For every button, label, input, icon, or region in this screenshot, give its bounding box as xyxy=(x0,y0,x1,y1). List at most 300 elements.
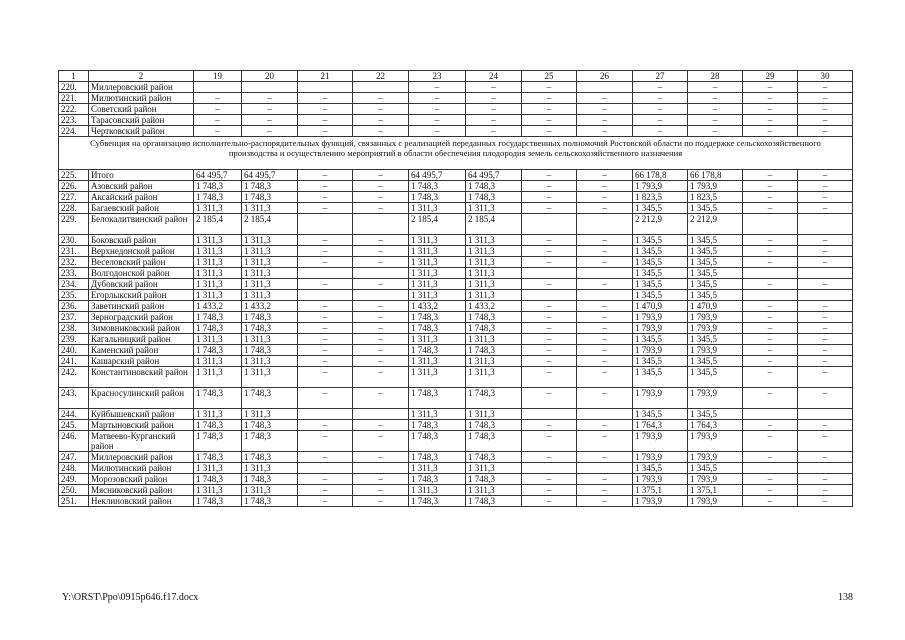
value-cell: – xyxy=(743,257,798,268)
value-cell: – xyxy=(743,323,798,334)
table-row xyxy=(59,82,853,93)
district-name: Егорлыкский район xyxy=(89,290,194,301)
row-number: 238. xyxy=(59,323,89,334)
value-cell: – xyxy=(522,279,577,290)
value-cell: – xyxy=(522,420,577,431)
table-row xyxy=(59,181,853,192)
value-cell: 1 764,3 xyxy=(633,420,688,431)
value-cell: 1 375,1 xyxy=(688,485,743,496)
value-cell: 2 212,9 xyxy=(633,214,688,235)
district-name: Мясниковский район xyxy=(89,485,194,496)
table-row xyxy=(59,452,853,463)
value-cell xyxy=(353,82,409,93)
value-cell: 1 345,5 xyxy=(688,246,743,257)
value-cell: 1 311,3 xyxy=(194,257,242,268)
row-number: 245. xyxy=(59,420,89,431)
value-cell: 1 748,3 xyxy=(194,474,242,485)
value-cell: 1 748,3 xyxy=(466,323,522,334)
value-cell: 1 311,3 xyxy=(242,463,298,474)
value-cell: 1 748,3 xyxy=(242,192,298,203)
row-number: 249. xyxy=(59,474,89,485)
value-cell: 1 433,2 xyxy=(466,301,522,312)
value-cell: 1 345,5 xyxy=(633,279,688,290)
value-cell xyxy=(298,463,353,474)
value-cell: 1 748,3 xyxy=(194,452,242,463)
table-row xyxy=(59,474,853,485)
value-cell: – xyxy=(194,104,242,115)
value-cell: – xyxy=(798,257,853,268)
value-cell: – xyxy=(466,126,522,137)
value-cell: – xyxy=(743,246,798,257)
value-cell: – xyxy=(522,474,577,485)
value-cell: 1 345,5 xyxy=(633,203,688,214)
value-cell: 1 748,3 xyxy=(242,323,298,334)
value-cell: – xyxy=(522,323,577,334)
value-cell xyxy=(522,268,577,279)
value-cell: 1 748,3 xyxy=(409,181,466,192)
district-name: Азовский район xyxy=(89,181,194,192)
district-name: Кашарский район xyxy=(89,356,194,367)
value-cell: 1 793,9 xyxy=(633,181,688,192)
table-row xyxy=(59,268,853,279)
row-number: 227. xyxy=(59,192,89,203)
value-cell: 1 311,3 xyxy=(194,485,242,496)
value-cell: 1 748,3 xyxy=(466,420,522,431)
row-number: 244. xyxy=(59,409,89,420)
value-cell: – xyxy=(577,356,633,367)
value-cell: – xyxy=(353,192,409,203)
value-cell xyxy=(522,409,577,420)
district-name: Тарасовский район xyxy=(89,115,194,126)
value-cell: – xyxy=(743,356,798,367)
value-cell: – xyxy=(577,203,633,214)
value-cell: – xyxy=(242,104,298,115)
value-cell: 1 793,9 xyxy=(688,474,743,485)
district-name: Зерноградский район xyxy=(89,312,194,323)
value-cell: – xyxy=(522,82,577,93)
column-header: 26 xyxy=(577,71,633,82)
column-header: 19 xyxy=(194,71,242,82)
value-cell: 1 311,3 xyxy=(466,246,522,257)
value-cell: 1 311,3 xyxy=(466,257,522,268)
value-cell: – xyxy=(798,431,853,452)
value-cell: – xyxy=(743,181,798,192)
value-cell: 1 823,5 xyxy=(633,192,688,203)
row-number: 235. xyxy=(59,290,89,301)
district-name: Верхнедонской район xyxy=(89,246,194,257)
value-cell: – xyxy=(798,345,853,356)
table-row xyxy=(59,431,853,452)
value-cell: 1 748,3 xyxy=(409,323,466,334)
column-header: 27 xyxy=(633,71,688,82)
table-row xyxy=(59,323,853,334)
value-cell: 1 748,3 xyxy=(242,388,298,409)
value-cell: – xyxy=(194,93,242,104)
value-cell: – xyxy=(577,115,633,126)
value-cell: 1 311,3 xyxy=(242,268,298,279)
value-cell: – xyxy=(522,246,577,257)
table-row xyxy=(59,257,853,268)
table-row xyxy=(59,170,853,181)
district-name: Мартыновский район xyxy=(89,420,194,431)
value-cell: – xyxy=(298,170,353,181)
value-cell: 1 311,3 xyxy=(409,334,466,345)
value-cell: 1 793,9 xyxy=(688,181,743,192)
value-cell: – xyxy=(353,431,409,452)
value-cell: – xyxy=(743,431,798,452)
district-name: Кагальницкий район xyxy=(89,334,194,345)
value-cell: 1 311,3 xyxy=(194,203,242,214)
value-cell: – xyxy=(298,334,353,345)
value-cell: – xyxy=(409,104,466,115)
table-row xyxy=(59,367,853,388)
row-number: 248. xyxy=(59,463,89,474)
value-cell: – xyxy=(353,356,409,367)
value-cell: 1 311,3 xyxy=(466,279,522,290)
row-number: 240. xyxy=(59,345,89,356)
value-cell xyxy=(798,268,853,279)
value-cell: 1 311,3 xyxy=(194,334,242,345)
value-cell: – xyxy=(409,126,466,137)
column-header: 30 xyxy=(798,71,853,82)
value-cell: – xyxy=(743,115,798,126)
value-cell: – xyxy=(298,356,353,367)
row-number: 220. xyxy=(59,82,89,93)
value-cell: 1 433,2 xyxy=(194,301,242,312)
value-cell: – xyxy=(577,323,633,334)
value-cell: 1 345,5 xyxy=(688,409,743,420)
table-row xyxy=(59,192,853,203)
district-name: Багаевский район xyxy=(89,203,194,214)
row-number: 242. xyxy=(59,367,89,388)
value-cell: – xyxy=(522,104,577,115)
value-cell: 1 311,3 xyxy=(242,257,298,268)
value-cell: 1 748,3 xyxy=(409,345,466,356)
table-row xyxy=(59,463,853,474)
value-cell: 1 793,9 xyxy=(633,431,688,452)
value-cell: – xyxy=(353,181,409,192)
value-cell: – xyxy=(577,257,633,268)
value-cell: – xyxy=(743,279,798,290)
value-cell: – xyxy=(298,367,353,388)
value-cell: 1 345,5 xyxy=(633,235,688,246)
value-cell: – xyxy=(688,115,743,126)
value-cell: 1 311,3 xyxy=(466,409,522,420)
value-cell: 1 748,3 xyxy=(409,312,466,323)
table-row xyxy=(59,115,853,126)
value-cell: 1 311,3 xyxy=(194,463,242,474)
value-cell: 1 748,3 xyxy=(242,474,298,485)
value-cell: – xyxy=(522,431,577,452)
column-header: 1 xyxy=(59,71,89,82)
value-cell xyxy=(798,463,853,474)
value-cell: 1 748,3 xyxy=(194,431,242,452)
value-cell: – xyxy=(298,257,353,268)
district-name: Белокалитвинский район xyxy=(89,214,194,235)
row-number: 224. xyxy=(59,126,89,137)
value-cell: 1 311,3 xyxy=(194,246,242,257)
value-cell: 1 433,2 xyxy=(409,301,466,312)
value-cell: – xyxy=(798,104,853,115)
value-cell: 2 185,4 xyxy=(194,214,242,235)
row-number: 231. xyxy=(59,246,89,257)
value-cell: – xyxy=(298,279,353,290)
section-title-row xyxy=(59,137,853,170)
value-cell: – xyxy=(298,235,353,246)
district-name: Аксайский район xyxy=(89,192,194,203)
value-cell: 1 311,3 xyxy=(466,485,522,496)
value-cell: – xyxy=(409,93,466,104)
value-cell xyxy=(522,214,577,235)
value-cell: – xyxy=(577,496,633,507)
value-cell xyxy=(577,463,633,474)
value-cell: – xyxy=(577,431,633,452)
value-cell: 1 748,3 xyxy=(466,192,522,203)
value-cell: – xyxy=(798,192,853,203)
row-number: 237. xyxy=(59,312,89,323)
value-cell: 1 311,3 xyxy=(194,367,242,388)
value-cell: 1 311,3 xyxy=(194,279,242,290)
column-header: 20 xyxy=(242,71,298,82)
value-cell: – xyxy=(522,235,577,246)
value-cell xyxy=(743,463,798,474)
value-cell: – xyxy=(743,496,798,507)
value-cell: – xyxy=(298,345,353,356)
value-cell: – xyxy=(577,126,633,137)
district-name: Морозовский район xyxy=(89,474,194,485)
value-cell: – xyxy=(577,104,633,115)
value-cell: – xyxy=(522,301,577,312)
value-cell: 1 748,3 xyxy=(466,345,522,356)
value-cell: 1 311,3 xyxy=(409,290,466,301)
value-cell: – xyxy=(522,126,577,137)
value-cell: – xyxy=(298,474,353,485)
value-cell xyxy=(298,268,353,279)
value-cell: – xyxy=(743,301,798,312)
value-cell: 1 823,5 xyxy=(688,192,743,203)
district-name: Итого xyxy=(89,170,194,181)
value-cell: 1 748,3 xyxy=(409,192,466,203)
value-cell: 1 793,9 xyxy=(688,345,743,356)
value-cell: 1 375,1 xyxy=(633,485,688,496)
value-cell: – xyxy=(353,345,409,356)
value-cell: 1 748,3 xyxy=(242,312,298,323)
row-number: 251. xyxy=(59,496,89,507)
value-cell: 1 748,3 xyxy=(466,388,522,409)
value-cell: – xyxy=(577,279,633,290)
district-name: Миллеровский район xyxy=(89,82,194,93)
value-cell: – xyxy=(298,485,353,496)
value-cell: 66 178,8 xyxy=(633,170,688,181)
value-cell: 1 345,5 xyxy=(688,235,743,246)
value-cell: – xyxy=(798,115,853,126)
value-cell: 1 748,3 xyxy=(242,181,298,192)
table-row xyxy=(59,409,853,420)
value-cell: – xyxy=(798,452,853,463)
district-name: Волгодонской район xyxy=(89,268,194,279)
value-cell: – xyxy=(466,82,522,93)
value-cell: 1 793,9 xyxy=(688,452,743,463)
value-cell: – xyxy=(798,235,853,246)
value-cell: – xyxy=(353,203,409,214)
value-cell xyxy=(298,82,353,93)
value-cell: – xyxy=(353,367,409,388)
table-row xyxy=(59,235,853,246)
value-cell: 1 311,3 xyxy=(194,268,242,279)
value-cell: – xyxy=(522,334,577,345)
district-name: Красносулинский район xyxy=(89,388,194,409)
value-cell: 1 311,3 xyxy=(242,367,298,388)
value-cell: – xyxy=(688,104,743,115)
value-cell xyxy=(298,214,353,235)
row-number: 225. xyxy=(59,170,89,181)
value-cell: 1 345,5 xyxy=(688,334,743,345)
value-cell: – xyxy=(633,104,688,115)
value-cell: 1 748,3 xyxy=(466,452,522,463)
table-row xyxy=(59,356,853,367)
value-cell: 1 345,5 xyxy=(633,246,688,257)
district-name: Веселовский район xyxy=(89,257,194,268)
value-cell: 1 311,3 xyxy=(194,356,242,367)
value-cell: – xyxy=(242,126,298,137)
value-cell: – xyxy=(298,431,353,452)
value-cell: – xyxy=(798,93,853,104)
value-cell: 1 345,5 xyxy=(688,203,743,214)
value-cell: – xyxy=(353,301,409,312)
value-cell: 1 311,3 xyxy=(466,203,522,214)
value-cell: 1 311,3 xyxy=(242,334,298,345)
row-number: 236. xyxy=(59,301,89,312)
value-cell: – xyxy=(577,474,633,485)
value-cell: – xyxy=(522,496,577,507)
value-cell xyxy=(353,214,409,235)
value-cell xyxy=(577,290,633,301)
district-name: Дубовский район xyxy=(89,279,194,290)
table-row xyxy=(59,485,853,496)
value-cell: – xyxy=(743,452,798,463)
table-row xyxy=(59,203,853,214)
value-cell: – xyxy=(522,192,577,203)
value-cell: – xyxy=(633,126,688,137)
row-number: 221. xyxy=(59,93,89,104)
value-cell: – xyxy=(522,181,577,192)
value-cell: 1 311,3 xyxy=(466,235,522,246)
value-cell: 1 748,3 xyxy=(409,496,466,507)
value-cell: 1 345,5 xyxy=(633,367,688,388)
value-cell: – xyxy=(298,496,353,507)
value-cell: – xyxy=(353,126,409,137)
value-cell: – xyxy=(743,367,798,388)
value-cell: – xyxy=(298,93,353,104)
value-cell: – xyxy=(353,485,409,496)
value-cell: – xyxy=(577,345,633,356)
value-cell: – xyxy=(798,170,853,181)
value-cell: 1 311,3 xyxy=(409,356,466,367)
table-row xyxy=(59,496,853,507)
value-cell: 1 748,3 xyxy=(466,496,522,507)
value-cell: 1 345,5 xyxy=(633,290,688,301)
value-cell: – xyxy=(194,115,242,126)
value-cell: 1 311,3 xyxy=(409,246,466,257)
value-cell: – xyxy=(353,279,409,290)
value-cell: 1 345,5 xyxy=(688,463,743,474)
value-cell: 1 345,5 xyxy=(688,257,743,268)
value-cell: – xyxy=(743,345,798,356)
value-cell: 64 495,7 xyxy=(466,170,522,181)
column-header: 21 xyxy=(298,71,353,82)
row-number: 226. xyxy=(59,181,89,192)
column-header: 28 xyxy=(688,71,743,82)
value-cell: 1 748,3 xyxy=(242,345,298,356)
district-name: Матвеево-Курганский район xyxy=(89,431,194,452)
value-cell: – xyxy=(577,93,633,104)
value-cell: 1 748,3 xyxy=(194,345,242,356)
value-cell: 1 793,9 xyxy=(633,345,688,356)
value-cell: – xyxy=(743,485,798,496)
value-cell: – xyxy=(798,246,853,257)
value-cell: – xyxy=(798,312,853,323)
value-cell: 1 345,5 xyxy=(633,356,688,367)
value-cell: 1 311,3 xyxy=(409,257,466,268)
value-cell: – xyxy=(743,192,798,203)
value-cell: – xyxy=(577,367,633,388)
value-cell: 1 345,5 xyxy=(633,463,688,474)
value-cell: – xyxy=(743,334,798,345)
row-number: 222. xyxy=(59,104,89,115)
value-cell: – xyxy=(688,93,743,104)
value-cell: – xyxy=(798,301,853,312)
value-cell: 1 311,3 xyxy=(242,279,298,290)
value-cell: 1 311,3 xyxy=(194,290,242,301)
value-cell: – xyxy=(353,115,409,126)
value-cell: 1 311,3 xyxy=(242,246,298,257)
value-cell xyxy=(743,214,798,235)
value-cell: – xyxy=(743,170,798,181)
value-cell: – xyxy=(522,203,577,214)
value-cell: 1 793,9 xyxy=(633,388,688,409)
value-cell: 1 311,3 xyxy=(466,268,522,279)
value-cell: 64 495,7 xyxy=(194,170,242,181)
value-cell: – xyxy=(298,192,353,203)
value-cell: 2 185,4 xyxy=(466,214,522,235)
value-cell: – xyxy=(353,104,409,115)
page-number: 138 xyxy=(838,592,853,603)
value-cell xyxy=(743,268,798,279)
value-cell: – xyxy=(522,312,577,323)
value-cell: – xyxy=(298,203,353,214)
value-cell: – xyxy=(353,235,409,246)
row-number: 229. xyxy=(59,214,89,235)
value-cell: 1 470,9 xyxy=(688,301,743,312)
value-cell: 1 345,5 xyxy=(633,268,688,279)
table-row xyxy=(59,93,853,104)
value-cell: – xyxy=(577,334,633,345)
value-cell: 1 748,3 xyxy=(194,496,242,507)
value-cell: 1 345,5 xyxy=(633,257,688,268)
value-cell: 1 748,3 xyxy=(409,452,466,463)
value-cell: 1 345,5 xyxy=(688,279,743,290)
value-cell: 1 748,3 xyxy=(242,431,298,452)
value-cell: 1 748,3 xyxy=(409,474,466,485)
value-cell: 1 748,3 xyxy=(466,431,522,452)
document-path: Y:\ORST\Ppo\0915p646.f17.docx xyxy=(62,592,199,603)
table-row xyxy=(59,214,853,235)
value-cell: – xyxy=(298,115,353,126)
row-number: 239. xyxy=(59,334,89,345)
value-cell xyxy=(353,290,409,301)
district-name: Константиновский район xyxy=(89,367,194,388)
value-cell: – xyxy=(353,474,409,485)
